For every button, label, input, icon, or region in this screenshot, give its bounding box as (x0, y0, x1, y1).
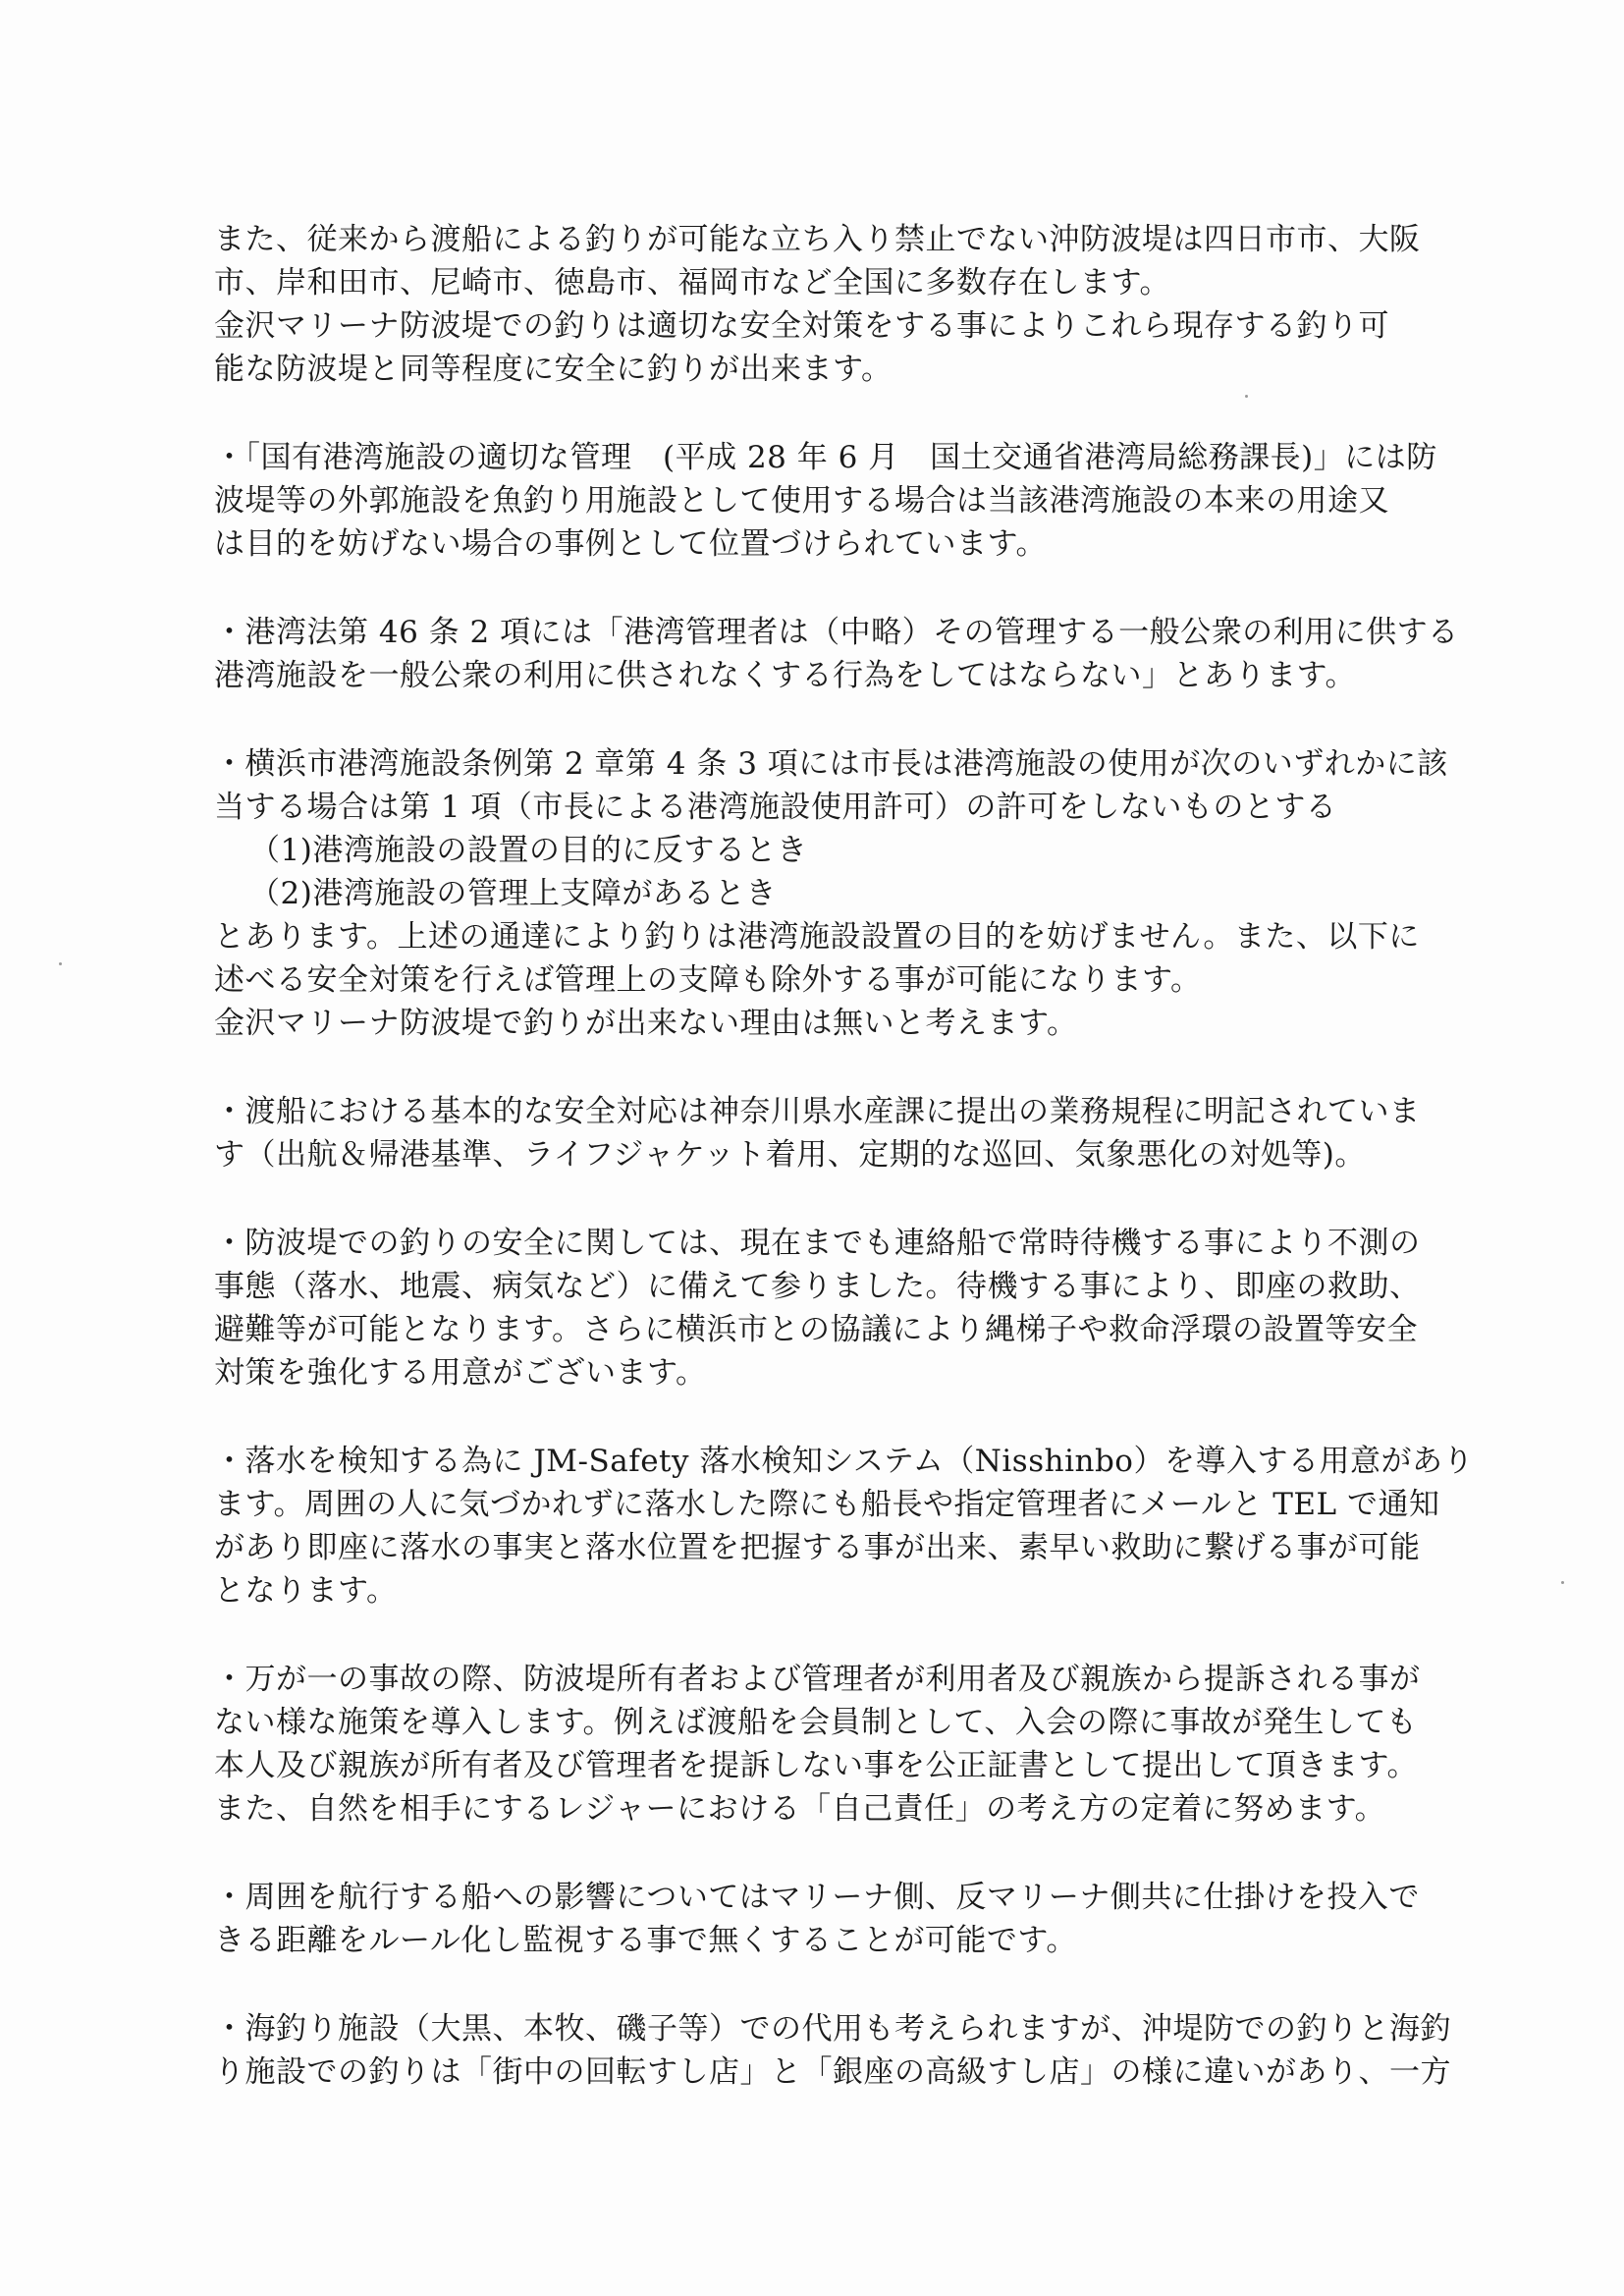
paragraph (214, 742, 1510, 1045)
text-line: 対策を強化する用意がございます。 (214, 1355, 707, 1391)
paragraph-gap (214, 1394, 1510, 1440)
text-line: となります。 (214, 1573, 398, 1609)
text-line: とあります。上述の通達により釣りは港湾施設設置の目的を妨げません。また、以下に (214, 919, 1420, 955)
text-line: 当する場合は第 1 項（市長による港湾施設使用許可）の許可をしないものとする (214, 790, 1337, 825)
paragraph-gap (214, 1962, 1510, 2007)
text-line: 波堤等の外郭施設を魚釣り用施設として使用する場合は当該港湾施設の本来の用途又 (214, 483, 1389, 519)
paragraph (214, 1440, 1510, 1613)
paragraph (214, 1658, 1510, 1831)
paragraph-gap (214, 1176, 1510, 1222)
paragraph (214, 611, 1510, 697)
text-line: また、自然を相手にするレジャーにおける「自己責任」の考え方の定着に努めます。 (214, 1791, 1386, 1827)
paragraph-gap (214, 1613, 1510, 1658)
text-line: ・「国有港湾施設の適切な管理 (平成 28 年 6 月 国土交通省港湾局総務課長)」には防 (214, 440, 1437, 475)
list-item-line: （2)港湾施設の管理上支障があるとき (249, 876, 777, 911)
paragraph (214, 2007, 1510, 2094)
text-line: り施設での釣りは「街中の回転すし店」と「銀座の高級すし店」の様に違いがあり、一方 (214, 2054, 1451, 2090)
text-line: 能な防波堤と同等程度に安全に釣りが出来ます。 (214, 352, 893, 387)
paragraph (214, 1222, 1510, 1394)
text-line: 避難等が可能となります。さらに横浜市との協議により縄梯子や救命浮環の設置等安全 (214, 1312, 1419, 1347)
scan-speck (59, 962, 62, 965)
text-line: また、従来から渡船による釣りが可能な立ち入り禁止でない沖防波堤は四日市市、大阪 (214, 222, 1421, 257)
text-line: ・横浜市港湾施設条例第 2 章第 4 条 3 項には市長は港湾施設の使用が次のいずれかに該 (214, 746, 1448, 782)
paragraph-gap (214, 391, 1510, 436)
text-line: 事態（落水、地震、病気など）に備えて参りました。待機する事により、即座の救助、 (214, 1269, 1421, 1304)
text-line: 金沢マリーナ防波堤での釣りは適切な安全対策をする事によりこれら現存する釣り可 (214, 308, 1389, 344)
text-line: ない様な施策を導入します。例えば渡船を会員制として、入会の際に事故が発生しても (214, 1705, 1418, 1740)
text-line: ・港湾法第 46 条 2 項には「港湾管理者は（中略）その管理する一般公衆の利用に供する (214, 615, 1459, 650)
text-line: は目的を妨げない場合の事例として位置づけられています。 (214, 526, 1048, 562)
list-item-line: （1)港湾施設の設置の目的に反するとき (249, 833, 808, 868)
paragraph-gap (214, 1831, 1510, 1876)
text-line: ます。周囲の人に気づかれずに落水した際にも船長や指定管理者にメールと TEL で通知 (214, 1487, 1440, 1522)
text-line: 述べる安全対策を行えば管理上の支障も除外する事が可能になります。 (214, 962, 1202, 998)
paragraph-gap (214, 1045, 1510, 1090)
text-line: 港湾施設を一般公衆の利用に供されなくする行為をしてはならない」とあります。 (214, 658, 1357, 693)
text-line: ・海釣り施設（大黒、本牧、磯子等）での代用も考えられますが、沖堤防での釣りと海釣 (214, 2011, 1451, 2047)
scan-speck (1245, 395, 1248, 398)
text-line: 本人及び親族が所有者及び管理者を提訴しない事を公正証書として提出して頂きます。 (214, 1748, 1419, 1783)
paragraph (214, 1876, 1510, 1962)
paragraph (214, 1090, 1510, 1176)
text-line: 金沢マリーナ防波堤で釣りが出来ない理由は無いと考えます。 (214, 1006, 1078, 1041)
paragraph (214, 436, 1510, 566)
text-line: ・渡船における基本的な安全対応は神奈川県水産課に提出の業務規程に明記されていま (214, 1094, 1421, 1129)
paragraph (214, 218, 1510, 391)
document-body (214, 218, 1510, 2094)
scan-speck (1561, 1581, 1564, 1584)
paragraph-gap (214, 697, 1510, 742)
text-line: ・防波堤での釣りの安全に関しては、現在までも連絡船で常時待機する事により不測の (214, 1226, 1421, 1261)
text-line: ・周囲を航行する船への影響についてはマリーナ側、反マリーナ側共に仕掛けを投入で (214, 1880, 1420, 1915)
text-line: す（出航＆帰港基準、ライフジャケット着用、定期的な巡回、気象悪化の対処等)。 (214, 1137, 1366, 1173)
text-line: があり即座に落水の事実と落水位置を把握する事が出来、素早い救助に繋げる事が可能 (214, 1530, 1421, 1565)
text-line: ・万が一の事故の際、防波堤所有者および管理者が利用者及び親族から提訴される事が (214, 1662, 1421, 1697)
text-line: ・落水を検知する為に JM-Safety 落水検知システム（Nisshinbo）を導入する用意があり (214, 1444, 1474, 1479)
text-line: きる距離をルール化し監視する事で無くすることが可能です。 (214, 1923, 1077, 1958)
text-line: 市、岸和田市、尼崎市、徳島市、福岡市など全国に多数存在します。 (214, 265, 1171, 301)
paragraph-gap (214, 566, 1510, 611)
